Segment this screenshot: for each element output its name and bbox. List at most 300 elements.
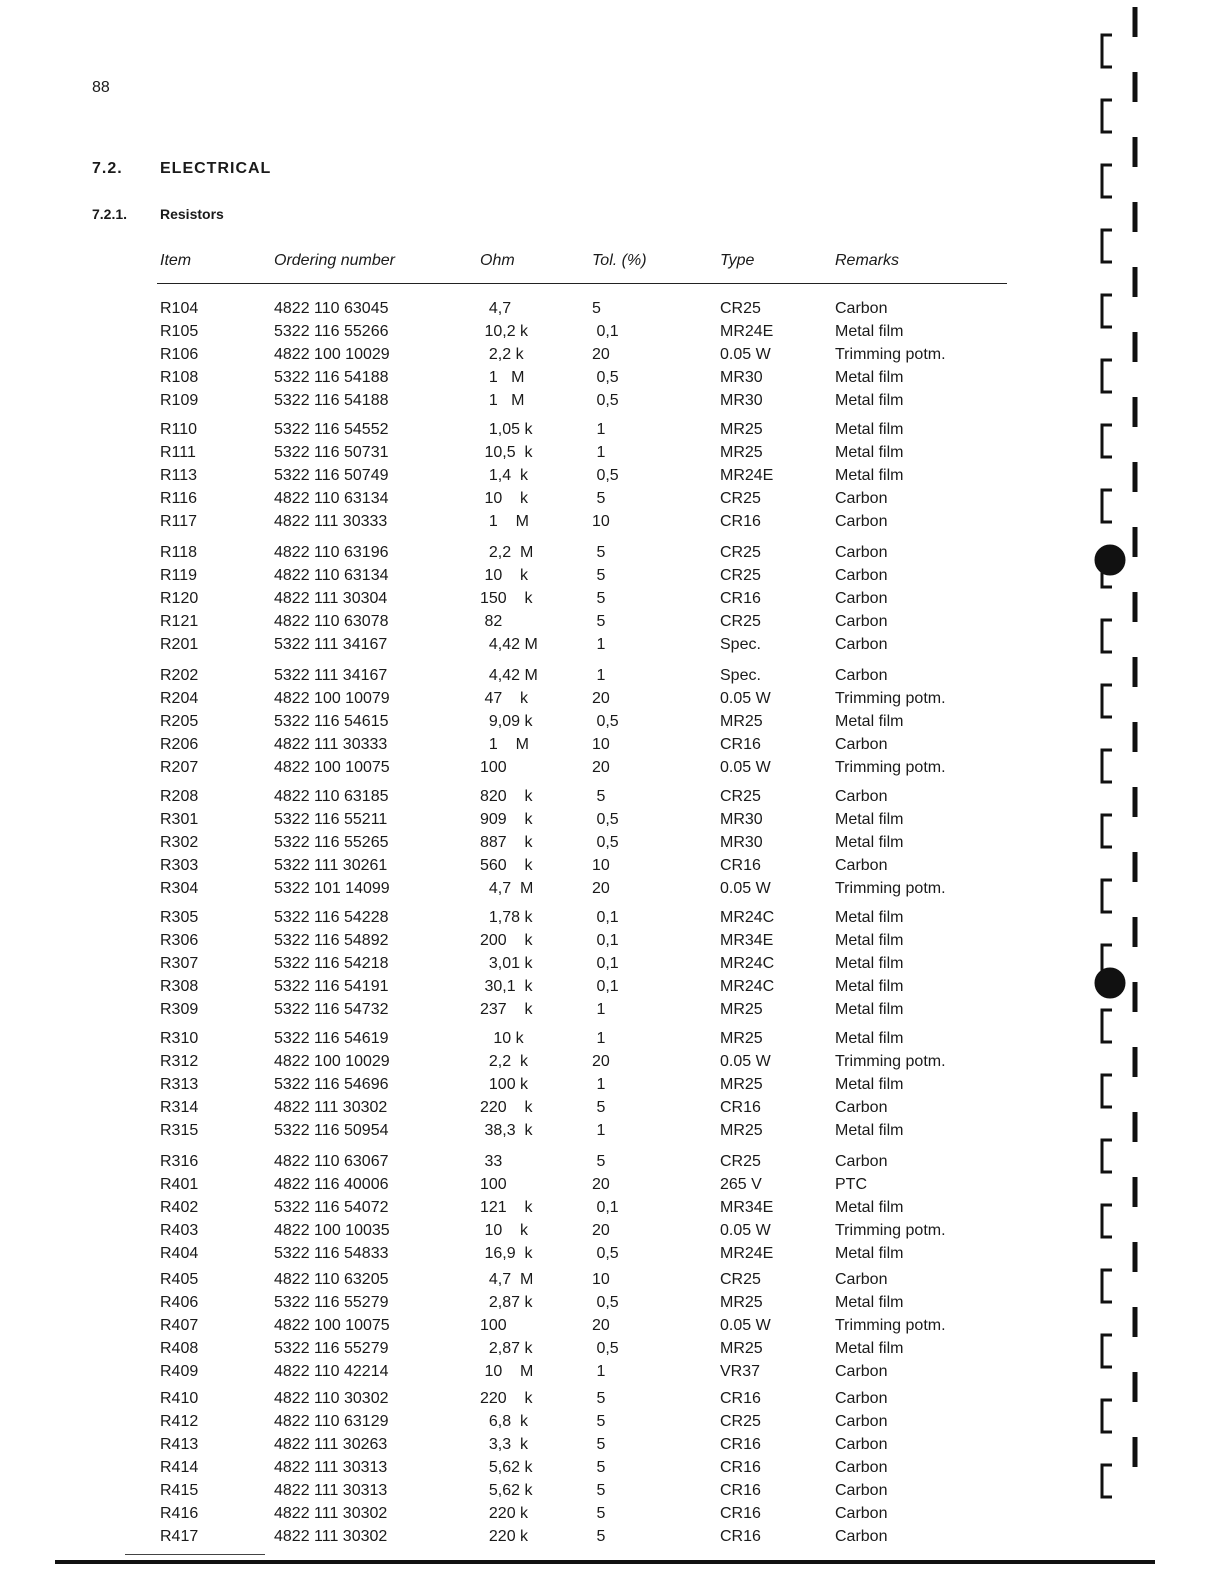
tolerance-cell: 5 bbox=[592, 1505, 606, 1522]
item-cell: R312 bbox=[160, 1053, 199, 1070]
ordering-number-cell: 5322 116 54228 bbox=[274, 909, 389, 926]
ordering-number-cell: 5322 116 54552 bbox=[274, 421, 389, 438]
remarks-cell: Carbon bbox=[835, 788, 888, 805]
tolerance-cell: 20 bbox=[592, 1053, 610, 1070]
table-row bbox=[0, 1291, 1080, 1314]
ordering-number-cell: 4822 111 30333 bbox=[274, 513, 388, 530]
item-cell: R407 bbox=[160, 1317, 199, 1334]
ohm-value-cell: 1 M bbox=[480, 369, 525, 386]
ohm-value-cell: 220 k bbox=[480, 1099, 533, 1116]
ordering-number-cell: 5322 116 50731 bbox=[274, 444, 389, 461]
item-cell: R204 bbox=[160, 690, 199, 707]
tolerance-cell: 10 bbox=[592, 736, 610, 753]
binding-bracket bbox=[1102, 360, 1112, 392]
table-row bbox=[0, 1456, 1080, 1479]
ordering-number-cell: 5322 116 54732 bbox=[274, 1001, 389, 1018]
item-cell: R313 bbox=[160, 1076, 199, 1093]
type-cell: CR16 bbox=[720, 1390, 761, 1407]
table-row bbox=[0, 1050, 1080, 1073]
table-row bbox=[0, 510, 1080, 533]
row-group bbox=[0, 1387, 1080, 1548]
remarks-cell: Carbon bbox=[835, 1271, 888, 1288]
tolerance-cell: 5 bbox=[592, 1413, 606, 1430]
tolerance-cell: 5 bbox=[592, 613, 606, 630]
row-group bbox=[0, 1150, 1080, 1265]
item-cell: R410 bbox=[160, 1390, 199, 1407]
ordering-number-cell: 4822 111 30333 bbox=[274, 736, 388, 753]
ordering-number-cell: 4822 100 10029 bbox=[274, 1053, 390, 1070]
tolerance-cell: 5 bbox=[592, 1482, 606, 1499]
binding-bracket bbox=[1102, 1400, 1112, 1432]
item-cell: R416 bbox=[160, 1505, 199, 1522]
ordering-number-cell: 4822 110 63134 bbox=[274, 490, 389, 507]
tolerance-cell: 0,5 bbox=[592, 1340, 619, 1357]
table-row bbox=[0, 808, 1080, 831]
type-cell: MR25 bbox=[720, 421, 763, 438]
item-cell: R414 bbox=[160, 1459, 199, 1476]
ordering-number-cell: 4822 110 63045 bbox=[274, 300, 389, 317]
ordering-number-cell: 4822 110 63205 bbox=[274, 1271, 389, 1288]
binding-bracket bbox=[1102, 425, 1112, 457]
remarks-cell: Metal film bbox=[835, 1122, 904, 1139]
tolerance-cell: 0,5 bbox=[592, 1245, 619, 1262]
tolerance-cell: 20 bbox=[592, 880, 610, 897]
ordering-number-cell: 5322 116 54218 bbox=[274, 955, 389, 972]
binding-bracket bbox=[1102, 1270, 1112, 1302]
remarks-cell: Metal film bbox=[835, 1340, 904, 1357]
ohm-value-cell: 1,4 k bbox=[480, 467, 529, 484]
type-cell: MR25 bbox=[720, 1340, 763, 1357]
table-row bbox=[0, 441, 1080, 464]
ordering-number-cell: 4822 110 63067 bbox=[274, 1153, 389, 1170]
type-cell: MR30 bbox=[720, 834, 763, 851]
ohm-value-cell: 16,9 k bbox=[480, 1245, 533, 1262]
tolerance-cell: 10 bbox=[592, 857, 610, 874]
type-cell: CR16 bbox=[720, 1099, 761, 1116]
ohm-value-cell: 4,42 M bbox=[480, 667, 538, 684]
remarks-cell: Trimming potm. bbox=[835, 759, 946, 776]
ohm-value-cell: 4,7 M bbox=[480, 880, 534, 897]
binding-bracket bbox=[1102, 1075, 1112, 1107]
type-cell: CR16 bbox=[720, 1436, 761, 1453]
remarks-cell: Metal film bbox=[835, 1199, 904, 1216]
remarks-cell: PTC bbox=[835, 1176, 867, 1193]
item-cell: R206 bbox=[160, 736, 199, 753]
row-group bbox=[0, 664, 1080, 779]
ohm-value-cell: 3,3 k bbox=[480, 1436, 529, 1453]
remarks-cell: Trimming potm. bbox=[835, 880, 946, 897]
ohm-value-cell: 100 bbox=[480, 759, 507, 776]
item-cell: R301 bbox=[160, 811, 199, 828]
item-cell: R401 bbox=[160, 1176, 199, 1193]
tolerance-cell: 10 bbox=[592, 513, 610, 530]
type-cell: MR24C bbox=[720, 909, 775, 926]
ohm-value-cell: 560 k bbox=[480, 857, 533, 874]
item-cell: R113 bbox=[160, 467, 198, 484]
remarks-cell: Trimming potm. bbox=[835, 1317, 946, 1334]
table-row bbox=[0, 929, 1080, 952]
remarks-cell: Carbon bbox=[835, 857, 888, 874]
header-type: Type bbox=[720, 252, 755, 269]
item-cell: R202 bbox=[160, 667, 199, 684]
binding-bracket bbox=[1102, 165, 1112, 197]
ohm-value-cell: 10 k bbox=[480, 490, 529, 507]
item-cell: R108 bbox=[160, 369, 199, 386]
ordering-number-cell: 4822 110 63134 bbox=[274, 567, 389, 584]
tolerance-cell: 5 bbox=[592, 1099, 606, 1116]
remarks-cell: Carbon bbox=[835, 1363, 888, 1380]
item-cell: R208 bbox=[160, 788, 199, 805]
item-cell: R119 bbox=[160, 567, 198, 584]
table-row bbox=[0, 687, 1080, 710]
ordering-number-cell: 5322 111 34167 bbox=[274, 636, 388, 653]
table-row bbox=[0, 906, 1080, 929]
item-cell: R118 bbox=[160, 544, 198, 561]
ordering-number-cell: 4822 110 30302 bbox=[274, 1390, 389, 1407]
item-cell: R403 bbox=[160, 1222, 199, 1239]
type-cell: MR25 bbox=[720, 1122, 763, 1139]
ordering-number-cell: 5322 116 55211 bbox=[274, 811, 388, 828]
ordering-number-cell: 4822 111 30304 bbox=[274, 590, 388, 607]
ordering-number-cell: 4822 100 10035 bbox=[274, 1222, 390, 1239]
ohm-value-cell: 1 M bbox=[480, 736, 529, 753]
binding-bracket bbox=[1102, 1335, 1112, 1367]
header-tolerance: Tol. (%) bbox=[592, 252, 647, 269]
type-cell: CR16 bbox=[720, 1505, 761, 1522]
binding-bracket bbox=[1102, 750, 1112, 782]
tolerance-cell: 1 bbox=[592, 1001, 606, 1018]
table-row bbox=[0, 1073, 1080, 1096]
tolerance-cell: 5 bbox=[592, 1390, 606, 1407]
binding-bracket bbox=[1102, 815, 1112, 847]
item-cell: R404 bbox=[160, 1245, 199, 1262]
tolerance-cell: 0,1 bbox=[592, 1199, 619, 1216]
item-cell: R302 bbox=[160, 834, 199, 851]
tolerance-cell: 1 bbox=[592, 421, 606, 438]
remarks-cell: Carbon bbox=[835, 667, 888, 684]
table-row bbox=[0, 664, 1080, 687]
ordering-number-cell: 4822 110 63185 bbox=[274, 788, 389, 805]
type-cell: CR16 bbox=[720, 857, 761, 874]
item-cell: R305 bbox=[160, 909, 199, 926]
remarks-cell: Carbon bbox=[835, 1436, 888, 1453]
table-row bbox=[0, 1387, 1080, 1410]
ohm-value-cell: 2,2 k bbox=[480, 1053, 529, 1070]
ordering-number-cell: 5322 116 54191 bbox=[274, 978, 389, 995]
item-cell: R111 bbox=[160, 444, 196, 461]
tolerance-cell: 1 bbox=[592, 1363, 606, 1380]
ordering-number-cell: 4822 111 30313 bbox=[274, 1459, 388, 1476]
ohm-value-cell: 10,5 k bbox=[480, 444, 533, 461]
item-cell: R314 bbox=[160, 1099, 199, 1116]
ohm-value-cell: 2,87 k bbox=[480, 1294, 533, 1311]
tolerance-cell: 0,5 bbox=[592, 713, 619, 730]
tolerance-cell: 1 bbox=[592, 1076, 606, 1093]
tolerance-cell: 5 bbox=[592, 1153, 606, 1170]
item-cell: R413 bbox=[160, 1436, 199, 1453]
type-cell: MR25 bbox=[720, 713, 763, 730]
ordering-number-cell: 5322 116 54619 bbox=[274, 1030, 389, 1047]
type-cell: CR25 bbox=[720, 567, 761, 584]
type-cell: 0.05 W bbox=[720, 759, 771, 776]
item-cell: R308 bbox=[160, 978, 199, 995]
ohm-value-cell: 4,42 M bbox=[480, 636, 538, 653]
type-cell: CR16 bbox=[720, 590, 761, 607]
table-row bbox=[0, 1150, 1080, 1173]
ohm-value-cell: 2,2 M bbox=[480, 544, 534, 561]
item-cell: R409 bbox=[160, 1363, 199, 1380]
item-cell: R417 bbox=[160, 1528, 199, 1545]
tolerance-cell: 0,1 bbox=[592, 909, 619, 926]
table-row bbox=[0, 1027, 1080, 1050]
tolerance-cell: 5 bbox=[592, 567, 606, 584]
remarks-cell: Carbon bbox=[835, 613, 888, 630]
remarks-cell: Carbon bbox=[835, 1482, 888, 1499]
type-cell: CR16 bbox=[720, 1459, 761, 1476]
table-row bbox=[0, 297, 1080, 320]
header-item: Item bbox=[160, 252, 192, 269]
item-cell: R205 bbox=[160, 713, 199, 730]
tolerance-cell: 5 bbox=[592, 300, 601, 317]
tolerance-cell: 0,5 bbox=[592, 811, 619, 828]
remarks-cell: Carbon bbox=[835, 300, 888, 317]
table-row bbox=[0, 541, 1080, 564]
ohm-value-cell: 220 k bbox=[480, 1528, 529, 1545]
tolerance-cell: 20 bbox=[592, 1317, 610, 1334]
remarks-cell: Metal film bbox=[835, 467, 904, 484]
tolerance-cell: 0,1 bbox=[592, 323, 619, 340]
ohm-value-cell: 150 k bbox=[480, 590, 533, 607]
item-cell: R121 bbox=[160, 613, 199, 630]
item-cell: R117 bbox=[160, 513, 198, 530]
ohm-value-cell: 220 k bbox=[480, 1505, 529, 1522]
binding-bracket bbox=[1102, 100, 1112, 132]
item-cell: R412 bbox=[160, 1413, 199, 1430]
binding-bracket bbox=[1102, 35, 1112, 67]
binding-bracket bbox=[1102, 1010, 1112, 1042]
item-cell: R307 bbox=[160, 955, 199, 972]
remarks-cell: Trimming potm. bbox=[835, 346, 946, 363]
tolerance-cell: 5 bbox=[592, 1436, 606, 1453]
ordering-number-cell: 5322 116 54615 bbox=[274, 713, 389, 730]
ordering-number-cell: 5322 111 34167 bbox=[274, 667, 388, 684]
ohm-value-cell: 1,78 k bbox=[480, 909, 533, 926]
table-row bbox=[0, 564, 1080, 587]
type-cell: Spec. bbox=[720, 636, 761, 653]
item-cell: R309 bbox=[160, 1001, 199, 1018]
item-cell: R406 bbox=[160, 1294, 199, 1311]
ordering-number-cell: 5322 116 54833 bbox=[274, 1245, 389, 1262]
table-row bbox=[0, 1219, 1080, 1242]
tolerance-cell: 20 bbox=[592, 1176, 610, 1193]
table-row bbox=[0, 366, 1080, 389]
table-row bbox=[0, 487, 1080, 510]
type-cell: 0.05 W bbox=[720, 346, 771, 363]
item-cell: R120 bbox=[160, 590, 199, 607]
table-row bbox=[0, 1268, 1080, 1291]
section-title: ELECTRICAL bbox=[160, 160, 272, 177]
ohm-value-cell: 1 M bbox=[480, 392, 525, 409]
remarks-cell: Metal film bbox=[835, 834, 904, 851]
type-cell: CR25 bbox=[720, 1271, 761, 1288]
item-cell: R316 bbox=[160, 1153, 199, 1170]
binding-bracket bbox=[1102, 490, 1112, 522]
remarks-cell: Metal film bbox=[835, 955, 904, 972]
type-cell: MR24E bbox=[720, 1245, 774, 1262]
ohm-value-cell: 100 bbox=[480, 1176, 507, 1193]
table-row bbox=[0, 320, 1080, 343]
row-group bbox=[0, 297, 1080, 412]
type-cell: MR24E bbox=[720, 323, 774, 340]
ordering-number-cell: 5322 116 55266 bbox=[274, 323, 389, 340]
remarks-cell: Metal film bbox=[835, 323, 904, 340]
type-cell: MR24C bbox=[720, 978, 775, 995]
ordering-number-cell: 4822 116 40006 bbox=[274, 1176, 389, 1193]
ohm-value-cell: 2,2 k bbox=[480, 346, 524, 363]
binding-bracket bbox=[1102, 230, 1112, 262]
ohm-value-cell: 10 k bbox=[480, 1030, 524, 1047]
item-cell: R116 bbox=[160, 490, 198, 507]
item-cell: R310 bbox=[160, 1030, 199, 1047]
tolerance-cell: 0,5 bbox=[592, 369, 619, 386]
table-row bbox=[0, 952, 1080, 975]
tolerance-cell: 0,1 bbox=[592, 978, 619, 995]
table-row bbox=[0, 1360, 1080, 1383]
item-cell: R207 bbox=[160, 759, 199, 776]
ohm-value-cell: 10 k bbox=[480, 567, 529, 584]
type-cell: CR16 bbox=[720, 1482, 761, 1499]
type-cell: CR25 bbox=[720, 613, 761, 630]
type-cell: CR25 bbox=[720, 300, 761, 317]
remarks-cell: Metal film bbox=[835, 1001, 904, 1018]
type-cell: CR25 bbox=[720, 1153, 761, 1170]
ordering-number-cell: 4822 100 10075 bbox=[274, 759, 390, 776]
table-row bbox=[0, 1196, 1080, 1219]
type-cell: MR24E bbox=[720, 467, 774, 484]
ohm-value-cell: 6,8 k bbox=[480, 1413, 529, 1430]
table-row bbox=[0, 831, 1080, 854]
table-row bbox=[0, 785, 1080, 808]
remarks-cell: Carbon bbox=[835, 1459, 888, 1476]
item-cell: R415 bbox=[160, 1482, 199, 1499]
subsection-number: 7.2.1. bbox=[92, 206, 128, 222]
remarks-cell: Metal film bbox=[835, 1030, 904, 1047]
tolerance-cell: 0,5 bbox=[592, 1294, 619, 1311]
ordering-number-cell: 5322 116 55265 bbox=[274, 834, 389, 851]
tolerance-cell: 0,1 bbox=[592, 955, 619, 972]
ordering-number-cell: 4822 110 42214 bbox=[274, 1363, 389, 1380]
item-cell: R303 bbox=[160, 857, 199, 874]
type-cell: MR25 bbox=[720, 1030, 763, 1047]
type-cell: MR25 bbox=[720, 1001, 763, 1018]
ordering-number-cell: 5322 116 54188 bbox=[274, 392, 389, 409]
ordering-number-cell: 4822 100 10075 bbox=[274, 1317, 390, 1334]
remarks-cell: Metal film bbox=[835, 421, 904, 438]
page-number: 88 bbox=[92, 79, 110, 96]
table-row bbox=[0, 733, 1080, 756]
remarks-cell: Carbon bbox=[835, 736, 888, 753]
table-row bbox=[0, 854, 1080, 877]
type-cell: Spec. bbox=[720, 667, 761, 684]
type-cell: VR37 bbox=[720, 1363, 761, 1380]
type-cell: CR25 bbox=[720, 490, 761, 507]
ohm-value-cell: 220 k bbox=[480, 1390, 533, 1407]
ohm-value-cell: 3,01 k bbox=[480, 955, 533, 972]
item-cell: R402 bbox=[160, 1199, 199, 1216]
ohm-value-cell: 38,3 k bbox=[480, 1122, 533, 1139]
type-cell: MR34E bbox=[720, 1199, 774, 1216]
remarks-cell: Metal film bbox=[835, 932, 904, 949]
ordering-number-cell: 5322 116 54696 bbox=[274, 1076, 389, 1093]
type-cell: 265 V bbox=[720, 1176, 762, 1193]
table-row bbox=[0, 1337, 1080, 1360]
table-row bbox=[0, 343, 1080, 366]
ordering-number-cell: 4822 110 63196 bbox=[274, 544, 389, 561]
tolerance-cell: 5 bbox=[592, 1459, 606, 1476]
ohm-value-cell: 82 bbox=[480, 613, 503, 630]
remarks-cell: Metal film bbox=[835, 978, 904, 995]
ohm-value-cell: 1 M bbox=[480, 513, 529, 530]
type-cell: CR16 bbox=[720, 736, 761, 753]
type-cell: 0.05 W bbox=[720, 880, 771, 897]
tolerance-cell: 1 bbox=[592, 1122, 606, 1139]
remarks-cell: Metal film bbox=[835, 1294, 904, 1311]
table-row bbox=[0, 1173, 1080, 1196]
remarks-cell: Trimming potm. bbox=[835, 1053, 946, 1070]
table-row bbox=[0, 587, 1080, 610]
item-cell: R315 bbox=[160, 1122, 199, 1139]
ohm-value-cell: 909 k bbox=[480, 811, 533, 828]
type-cell: MR25 bbox=[720, 1294, 763, 1311]
type-cell: 0.05 W bbox=[720, 1222, 771, 1239]
row-group bbox=[0, 1268, 1080, 1383]
remarks-cell: Metal film bbox=[835, 444, 904, 461]
header-ohm: Ohm bbox=[480, 252, 515, 269]
ohm-value-cell: 5,62 k bbox=[480, 1482, 533, 1499]
binding-bracket bbox=[1102, 620, 1112, 652]
type-cell: MR30 bbox=[720, 811, 763, 828]
binding-bracket bbox=[1102, 1465, 1112, 1497]
header-ordering-number: Ordering number bbox=[274, 252, 395, 269]
ordering-number-cell: 5322 116 54072 bbox=[274, 1199, 389, 1216]
type-cell: 0.05 W bbox=[720, 1317, 771, 1334]
tolerance-cell: 1 bbox=[592, 1030, 606, 1047]
remarks-cell: Carbon bbox=[835, 1099, 888, 1116]
ohm-value-cell: 100 k bbox=[480, 1076, 529, 1093]
remarks-cell: Carbon bbox=[835, 513, 888, 530]
ordering-number-cell: 4822 111 30302 bbox=[274, 1099, 388, 1116]
ohm-value-cell: 9,09 k bbox=[480, 713, 533, 730]
ohm-value-cell: 10,2 k bbox=[480, 323, 529, 340]
item-cell: R405 bbox=[160, 1271, 199, 1288]
table-row bbox=[0, 756, 1080, 779]
ohm-value-cell: 47 k bbox=[480, 690, 529, 707]
ordering-number-cell: 4822 111 30302 bbox=[274, 1505, 388, 1522]
table-row bbox=[0, 1314, 1080, 1337]
tolerance-cell: 5 bbox=[592, 590, 606, 607]
table-row bbox=[0, 877, 1080, 900]
binding-bracket bbox=[1102, 1140, 1112, 1172]
type-cell: MR30 bbox=[720, 369, 763, 386]
remarks-cell: Carbon bbox=[835, 1413, 888, 1430]
tolerance-cell: 5 bbox=[592, 544, 606, 561]
table-row bbox=[0, 1096, 1080, 1119]
binding-bracket bbox=[1102, 295, 1112, 327]
tolerance-cell: 10 bbox=[592, 1271, 610, 1288]
ohm-value-cell: 100 bbox=[480, 1317, 507, 1334]
type-cell: MR34E bbox=[720, 932, 774, 949]
item-cell: R110 bbox=[160, 421, 198, 438]
